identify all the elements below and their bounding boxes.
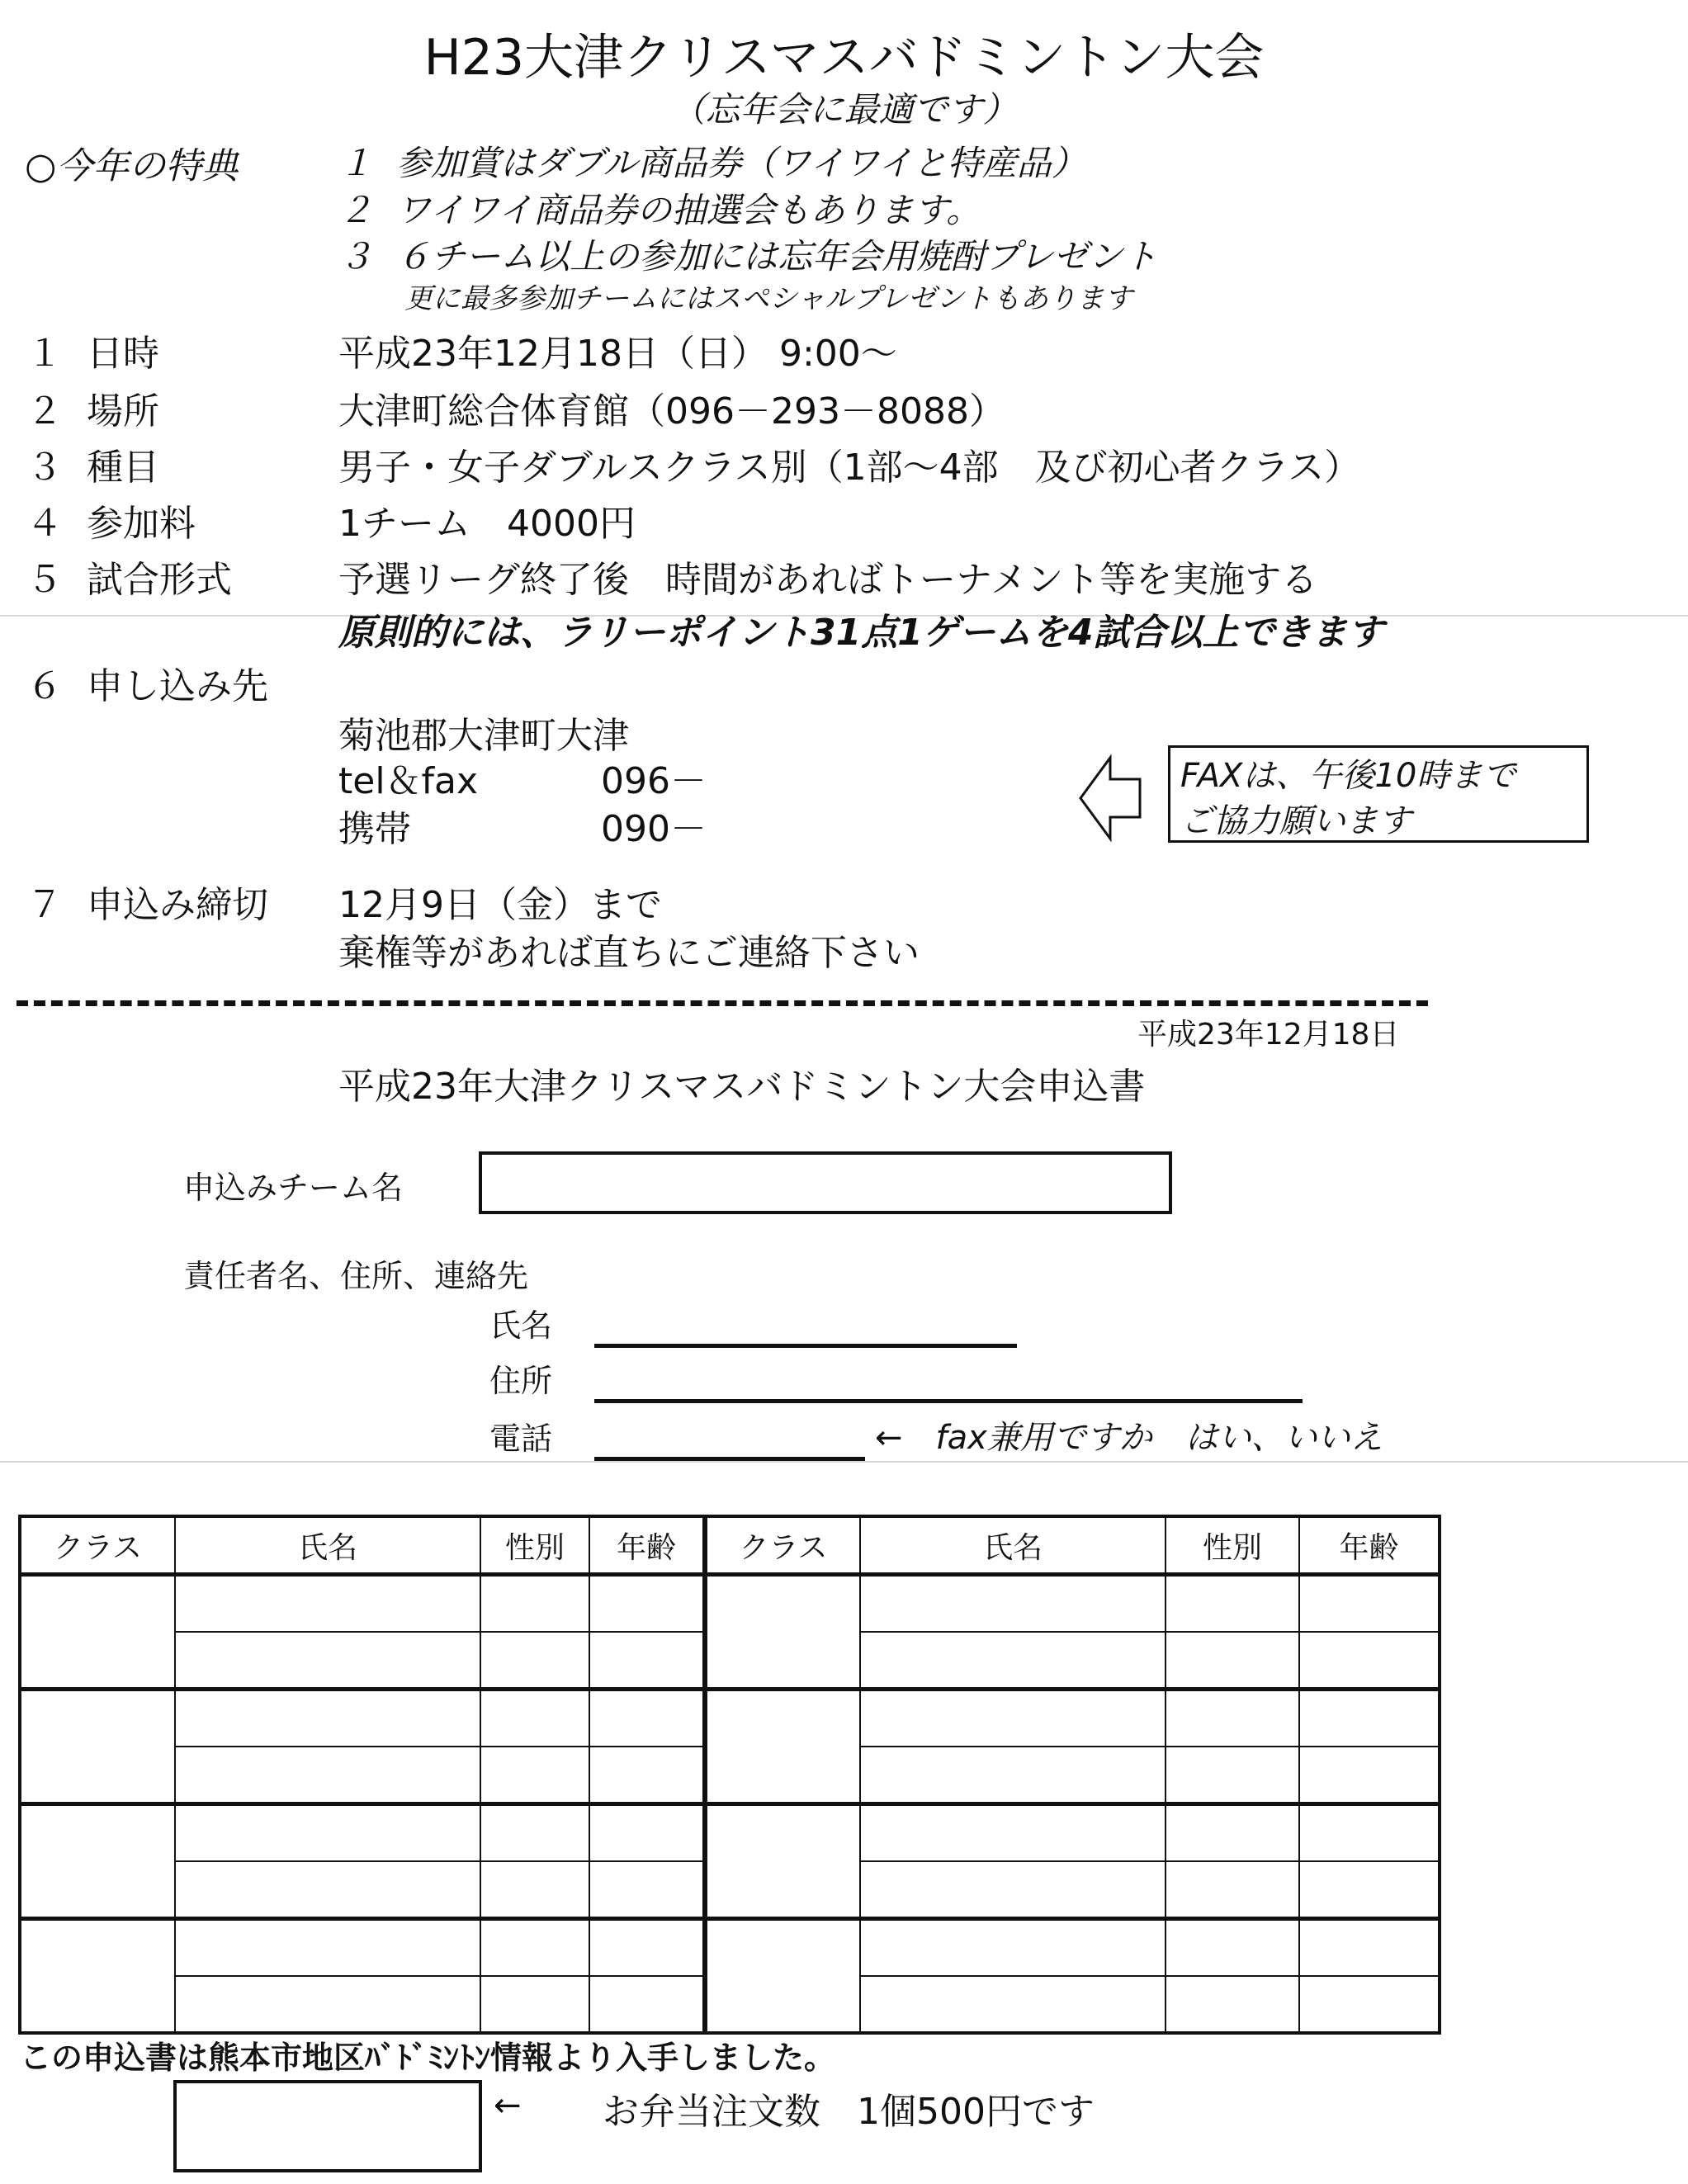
gender-cell[interactable] — [480, 1976, 589, 2033]
source-note: この申込書は熊本市地区ﾊﾞﾄﾞﾐﾝﾄﾝ情報より入手しました。 — [20, 2040, 836, 2076]
page-title: H23大津クリスマスバドミントン大会 — [423, 29, 1265, 87]
perks-note: 更に最多参加チームにはスペシャルプレゼントもあります — [404, 282, 1132, 315]
contact-mobile-label: 携帯 — [338, 808, 411, 850]
detail-num-4: ４ — [26, 503, 63, 545]
lunch-note: お弁当注文数 1個500円です — [603, 2091, 1095, 2133]
detail-num-1: １ — [26, 333, 63, 375]
name-cell[interactable] — [860, 1747, 1166, 1804]
gender-cell[interactable] — [1166, 1861, 1299, 1919]
header-class-left: クラス — [20, 1516, 175, 1575]
responsible-phone-field[interactable] — [594, 1457, 865, 1461]
class-cell[interactable] — [20, 1575, 175, 1690]
gender-cell[interactable] — [480, 1919, 589, 1977]
age-cell[interactable] — [1299, 1804, 1440, 1862]
table-row — [20, 1804, 1440, 1862]
gender-cell[interactable] — [480, 1861, 589, 1919]
detail-num-3: ３ — [26, 447, 63, 489]
gender-cell[interactable] — [480, 1690, 589, 1747]
detail-label-datetime: 日時 — [87, 333, 159, 375]
name-cell[interactable] — [175, 1632, 480, 1690]
responsible-address-label: 住所 — [489, 1363, 553, 1399]
detail-value-venue: 大津町総合体育館（096－293－8088） — [338, 390, 1005, 433]
gender-cell[interactable] — [480, 1575, 589, 1633]
age-cell[interactable] — [589, 1804, 705, 1862]
age-cell[interactable] — [1299, 1747, 1440, 1804]
name-cell[interactable] — [175, 1919, 480, 1977]
deadline-value: 12月9日（金）まで — [338, 884, 662, 926]
age-cell[interactable] — [1299, 1919, 1440, 1977]
gender-cell[interactable] — [480, 1747, 589, 1804]
gender-cell[interactable] — [1166, 1575, 1299, 1633]
responsible-name-label: 氏名 — [489, 1307, 553, 1344]
gender-cell[interactable] — [480, 1632, 589, 1690]
entry-table — [18, 1515, 1441, 2035]
cut-line — [17, 1000, 1428, 1006]
age-cell[interactable] — [589, 1861, 705, 1919]
contact-num: ６ — [26, 665, 63, 707]
gender-cell[interactable] — [480, 1804, 589, 1862]
age-cell[interactable] — [589, 1575, 705, 1633]
header-age-right: 年齢 — [1299, 1516, 1440, 1575]
detail-value-datetime: 平成23年12月18日（日） 9:00～ — [338, 333, 897, 375]
age-cell[interactable] — [589, 1747, 705, 1804]
deadline-label: 申込み締切 — [87, 884, 268, 926]
responsible-name-field[interactable] — [594, 1344, 1017, 1348]
name-cell[interactable] — [860, 1575, 1166, 1633]
class-cell[interactable] — [705, 1690, 860, 1804]
age-cell[interactable] — [1299, 1861, 1440, 1919]
perk-text-2: ワイワイ商品券の抽選会もあります。 — [396, 190, 981, 230]
header-gender-right: 性別 — [1166, 1516, 1299, 1575]
detail-label-format: 試合形式 — [87, 559, 232, 601]
name-cell[interactable] — [860, 1861, 1166, 1919]
fax-note-line1: FAXは、午後10時まで — [1180, 757, 1516, 795]
age-cell[interactable] — [589, 1976, 705, 2033]
page-subtitle: （忘年会に最適です） — [670, 89, 1018, 130]
fax-question: ← fax兼用ですか はい、いいえ — [875, 1419, 1383, 1457]
perk-text-1: 参加賞はダブル商品券（ワイワイと特産品） — [396, 143, 1086, 183]
age-cell[interactable] — [589, 1919, 705, 1977]
lunch-count-input[interactable] — [173, 2080, 482, 2172]
table-row — [20, 1690, 1440, 1747]
team-name-input[interactable] — [479, 1151, 1172, 1214]
gender-cell[interactable] — [1166, 1747, 1299, 1804]
detail-num-2: ２ — [26, 390, 63, 433]
responsible-label: 責任者名、住所、連絡先 — [183, 1258, 529, 1294]
responsible-phone-label: 電話 — [489, 1421, 553, 1457]
class-cell[interactable] — [20, 1804, 175, 1919]
detail-num-5: ５ — [26, 559, 63, 601]
header-class-right: クラス — [705, 1516, 860, 1575]
gender-cell[interactable] — [1166, 1976, 1299, 2033]
name-cell[interactable] — [175, 1690, 480, 1747]
class-cell[interactable] — [20, 1919, 175, 2034]
gender-cell[interactable] — [1166, 1919, 1299, 1977]
header-age-left: 年齢 — [589, 1516, 705, 1575]
name-cell[interactable] — [175, 1747, 480, 1804]
detail-label-event: 種目 — [87, 447, 159, 489]
header-name-left: 氏名 — [175, 1516, 480, 1575]
name-cell[interactable] — [860, 1632, 1166, 1690]
class-cell[interactable] — [705, 1575, 860, 1690]
name-cell[interactable] — [175, 1976, 480, 2033]
team-name-label: 申込みチーム名 — [183, 1170, 404, 1206]
scan-artifact — [0, 1461, 1688, 1463]
age-cell[interactable] — [1299, 1976, 1440, 2033]
hollow-left-arrow-icon — [1077, 753, 1143, 844]
deadline-note: 棄権等があれば直ちにご連絡下さい — [338, 932, 920, 974]
table-row — [20, 1919, 1440, 1977]
class-cell[interactable] — [705, 1919, 860, 2034]
age-cell[interactable] — [1299, 1632, 1440, 1690]
name-cell[interactable] — [860, 1976, 1166, 2033]
name-cell[interactable] — [860, 1919, 1166, 1977]
perk-text-3: ６チーム以上の参加には忘年会用焼酎プレゼント — [396, 236, 1158, 277]
perk-num-1: １ — [338, 143, 374, 183]
detail-value-event: 男子・女子ダブルスクラス別（1部～4部 及び初心者クラス） — [338, 447, 1361, 489]
header-name-right: 氏名 — [860, 1516, 1166, 1575]
name-cell[interactable] — [175, 1575, 480, 1633]
age-cell[interactable] — [1299, 1690, 1440, 1747]
form-date: 平成23年12月18日 — [1137, 1018, 1400, 1052]
name-cell[interactable] — [175, 1804, 480, 1862]
perk-num-2: ２ — [338, 190, 374, 230]
lunch-arrow: ← — [494, 2087, 522, 2125]
perk-num-3: ３ — [338, 236, 374, 277]
name-cell[interactable] — [860, 1690, 1166, 1747]
contact-label: 申し込み先 — [87, 665, 268, 707]
age-cell[interactable] — [589, 1632, 705, 1690]
deadline-num: ７ — [26, 884, 63, 926]
contact-tel-label: tel＆fax — [338, 760, 479, 802]
detail-label-fee: 参加料 — [87, 503, 196, 545]
detail-value-fee: 1チーム 4000円 — [338, 503, 636, 545]
gender-cell[interactable] — [1166, 1632, 1299, 1690]
form-title: 平成23年大津クリスマスバドミントン大会申込書 — [338, 1066, 1146, 1108]
header-gender-left: 性別 — [480, 1516, 589, 1575]
perks-heading: ○今年の特典 — [25, 145, 239, 187]
contact-tel-value: 096－ — [601, 760, 707, 802]
age-cell[interactable] — [589, 1690, 705, 1747]
contact-mobile-value: 090－ — [601, 808, 707, 850]
name-cell[interactable] — [175, 1861, 480, 1919]
table-row — [20, 1575, 1440, 1633]
class-cell[interactable] — [705, 1804, 860, 1919]
fax-note-line2: ご協力願います — [1180, 802, 1411, 840]
contact-address: 菊池郡大津町大津 — [338, 715, 629, 757]
detail-value-format: 予選リーグ終了後 時間があればトーナメント等を実施する — [338, 559, 1318, 601]
gender-cell[interactable] — [1166, 1690, 1299, 1747]
match-note: 原則的には、ラリーポイント31点1ゲームを4試合以上できます — [338, 612, 1384, 654]
responsible-address-field[interactable] — [594, 1399, 1303, 1403]
class-cell[interactable] — [20, 1690, 175, 1804]
age-cell[interactable] — [1299, 1575, 1440, 1633]
detail-label-venue: 場所 — [87, 390, 159, 433]
gender-cell[interactable] — [1166, 1804, 1299, 1862]
name-cell[interactable] — [860, 1804, 1166, 1862]
